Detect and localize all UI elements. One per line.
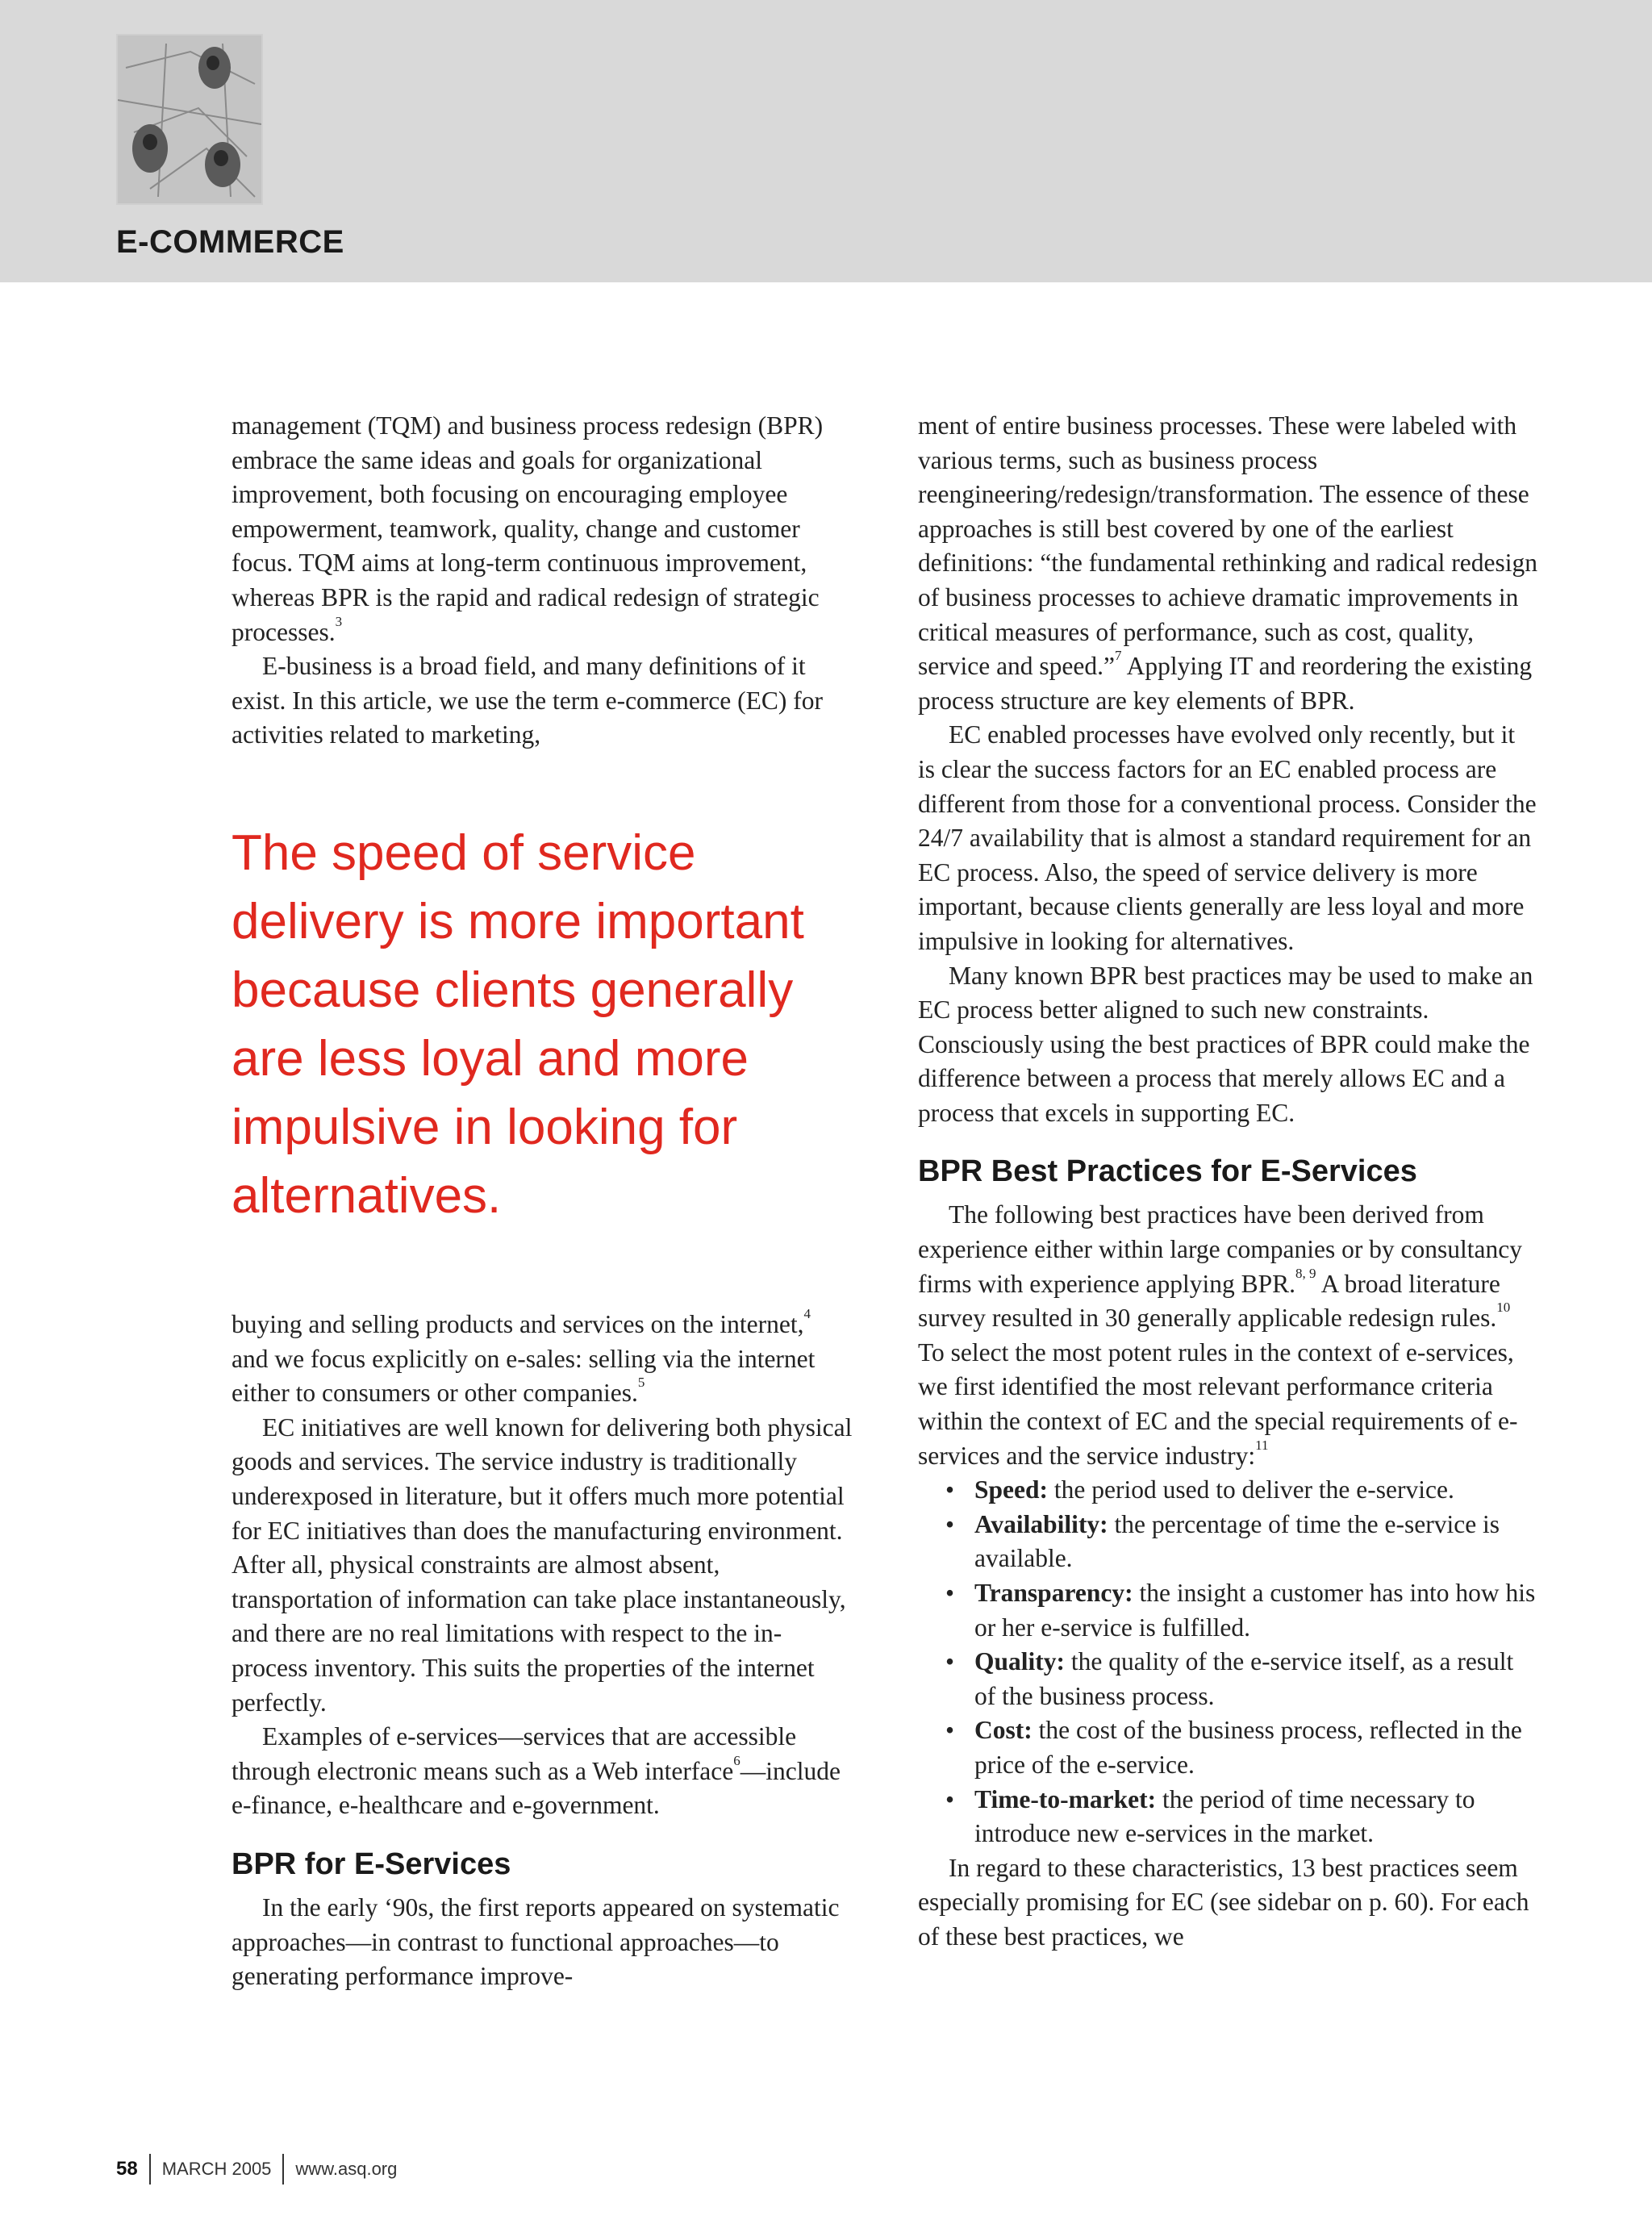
paragraph: In the early ‘90s, the first reports appeared on systematic approaches—in contrast to functional approaches—to generating performance improve-	[232, 1892, 840, 1991]
bullet-icon: •	[945, 1784, 955, 1813]
section-heading: BPR for E-Services	[232, 1847, 511, 1881]
paragraph: The following best practices have been derived from experience either within large companies or by consultancy firms with experience applying BPR.$^{8, 9}$ A broad literature survey resulted in 30 generally applicable redesign rules.$^{10}$ To select the most potent rules in the context of e-services, we first identified the most relevant performance criteria within the context of EC and the special requirements of e-services and the service industry:$^{11}$	[918, 1200, 1523, 1470]
bullet-icon: •	[945, 1475, 955, 1504]
website-link[interactable]: www.asq.org	[295, 2159, 398, 2179]
paragraph: EC initiatives are well known for delivering both physical goods and services. The service industry is traditionally underexposed in literature, but it offers much more potential for EC initiatives than does the manufacturing environment. After all, physical constraints are almost absent, transportation of information can take place instantaneously, and there are no real limitations with respect to the in-process inventory. This suits the properties of the internet perfectly.	[232, 1413, 853, 1717]
paragraph: In regard to these characteristics, 13 best practices seem especially promising for EC (see sidebar on p. 60). For each of these best practices, we	[918, 1853, 1529, 1951]
paragraph: ment of entire business processes. These were labeled with various terms, such as business process reengineering/redesign/transformation. The essence of these approaches is still best covered by one of the earliest definitions: “the fundamental rethinking and radical redesign of business processes to achieve dramatic improvements in critical measures of performance, such as cost, quality, service and speed.”$^7$ Applying IT and reordering the existing process structure are key elements of BPR.	[918, 411, 1537, 715]
pull-quote: The speed of service delivery is more important because clients generally are less loyal and more impulsive in looking for alternatives.	[232, 825, 804, 1224]
footer-divider	[149, 2154, 151, 2185]
list-item: • Cost: the cost of the business process, reflected in the price of the e-service.	[918, 1713, 1537, 1782]
paragraph: Many known BPR best practices may be used to make an EC process better aligned to such new constraints. Consciously using the best practices of BPR could make the difference between a process that merely allows EC and a process that excels in supporting EC.	[918, 961, 1533, 1127]
bullet-icon: •	[945, 1579, 955, 1607]
list-item: • Quality: the quality of the e-service itself, as a result of the business process.	[918, 1645, 1537, 1713]
list-item: • Speed: the period used to deliver the e-service.	[918, 1473, 1537, 1508]
section-label: E-COMMERCE	[116, 224, 344, 260]
paragraph: management (TQM) and business process redesign (BPR) embrace the same ideas and goals for organizational improvement, both focusing on encouraging employee empowerment, teamwork, quality, change and customer focus. TQM aims at long-term continuous improvement, whereas BPR is the rapid and radical redesign of strategic processes.$^3$	[232, 411, 824, 646]
paragraph: Examples of e-services—services that are accessible through electronic means such as a Web interface$^6$—include e-finance, e-healthcare and e-government.	[232, 1722, 841, 1820]
list-item: • Time-to-market: the period of time necessary to introduce new e-services in the market.	[918, 1783, 1537, 1851]
bullet-icon: •	[945, 1716, 955, 1745]
paragraph: EC enabled processes have evolved only recently, but it is clear the success factors for an EC enabled process are different from those for a conventional process. Consider the 24/7 availability that is almost a standard requirement for an EC process. Also, the speed of service delivery is more important, because clients generally are less loyal and more impulsive in looking for alternatives.	[918, 720, 1537, 955]
paragraph: buying and selling products and services on the internet,$^4$ and we focus explicitly on e-sales: selling via the internet either to consumers or other companies.$^5$	[232, 1306, 816, 1408]
paragraph: E-business is a broad field, and many definitions of it exist. In this article, we use the term e-commerce (EC) for activities related to marketing,	[232, 652, 823, 749]
left-column-top	[232, 409, 853, 753]
footer-divider	[282, 2154, 284, 2185]
right-column	[918, 409, 1537, 1955]
bullet-icon: •	[945, 1647, 955, 1676]
bullet-icon: •	[945, 1509, 955, 1538]
page-number: 58	[116, 2158, 138, 2180]
issue-date: MARCH 2005	[161, 2159, 272, 2179]
page-footer	[116, 2154, 397, 2185]
section-thumbnail-image	[116, 34, 263, 205]
list-item: • Transparency: the insight a customer has into how his or her e-service is fulfilled.	[918, 1576, 1537, 1645]
criteria-list	[918, 1473, 1537, 1851]
left-column-bottom	[232, 1308, 853, 1994]
section-heading: BPR Best Practices for E-Services	[918, 1154, 1417, 1189]
list-item: • Availability: the percentage of time the e-service is available.	[918, 1508, 1537, 1576]
